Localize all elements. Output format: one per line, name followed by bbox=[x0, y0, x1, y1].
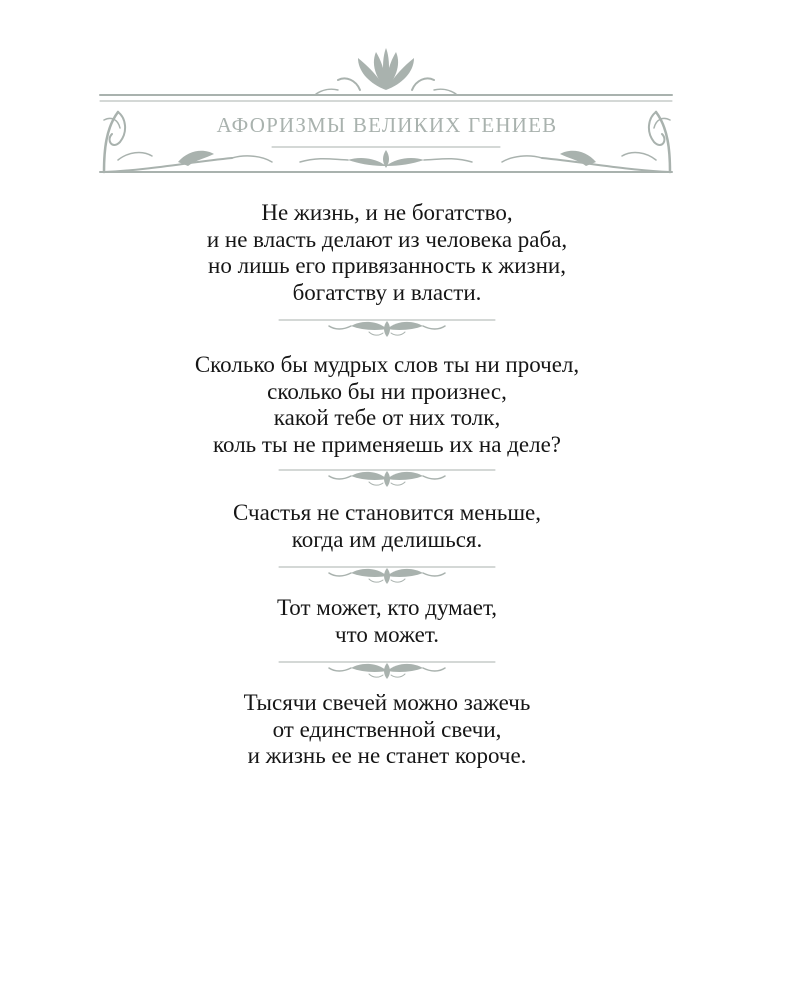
quote-5 bbox=[0, 690, 774, 770]
quote-line: от единственной свечи, bbox=[272, 716, 502, 742]
divider-ornament bbox=[277, 658, 497, 680]
quote-4 bbox=[0, 595, 774, 648]
quote-line: какой тебе от них толк, bbox=[273, 405, 501, 430]
quote-line: сколько бы ни произнес, bbox=[267, 378, 507, 404]
quote-line: Сколько бы мудрых слов ты ни прочел, bbox=[194, 352, 580, 377]
quotes-section bbox=[0, 200, 774, 770]
quote-line: Счастья не становится меньше, bbox=[233, 500, 541, 525]
quote-line: богатству и власти. bbox=[292, 279, 482, 305]
quote-line: что может. bbox=[335, 621, 439, 647]
quote-line: Тысячи свечей можно зажечь bbox=[243, 690, 531, 715]
header-ornament-frame bbox=[0, 0, 800, 185]
quote-line: и жизнь ее не станет короче. bbox=[247, 743, 527, 768]
quote-3 bbox=[0, 500, 774, 553]
quote-line: коль ты не применяешь их на деле? bbox=[213, 431, 561, 457]
divider-ornament bbox=[277, 563, 497, 585]
quote-2 bbox=[0, 352, 774, 458]
quote-line: Тот может, кто думает, bbox=[276, 595, 498, 620]
divider-ornament bbox=[277, 466, 497, 488]
quote-1 bbox=[0, 200, 774, 306]
quote-line: но лишь его привязанность к жизни, bbox=[208, 253, 566, 278]
quote-line: и не власть делают из человека раба, bbox=[206, 226, 568, 252]
divider-ornament bbox=[277, 316, 497, 338]
page-title: АФОРИЗМЫ ВЕЛИКИХ ГЕНИЕВ bbox=[216, 113, 558, 137]
quote-line: когда им делишься. bbox=[291, 526, 483, 552]
quote-line: Не жизнь, и не богатство, bbox=[261, 200, 513, 225]
page-header bbox=[0, 0, 800, 185]
